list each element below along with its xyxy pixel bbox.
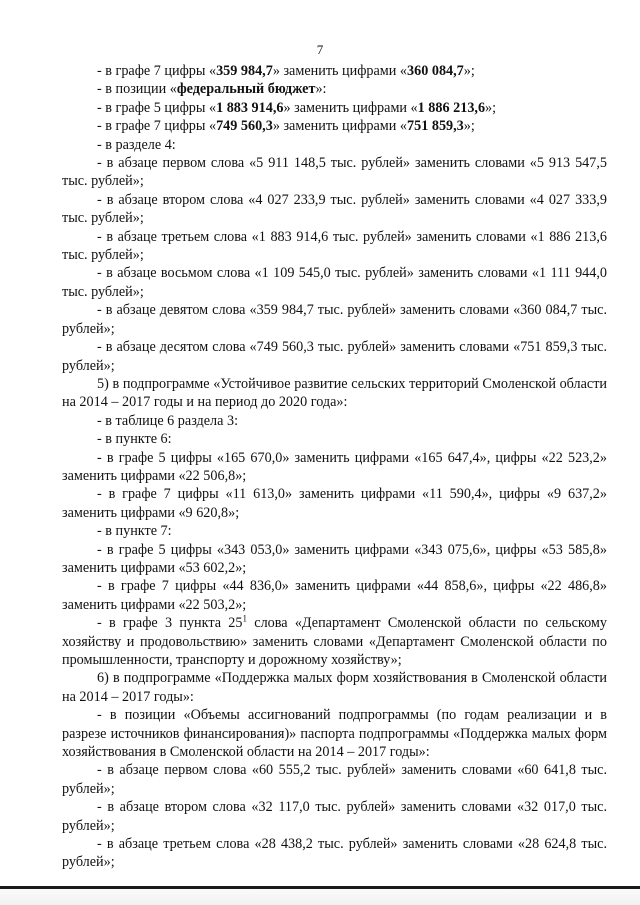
paragraph: - в абзаце первом слова «60 555,2 тыс. рублей» заменить словами «60 641,8 тыс. рублей»; bbox=[62, 762, 607, 797]
paragraph: - в разделе 4: bbox=[97, 136, 176, 153]
paragraph: - в абзаце втором слова «4 027 233,9 тыс. рублей» заменить словами «4 027 333,9 тыс. рублей»; bbox=[62, 191, 607, 227]
paragraph: - в графе 5 цифры «165 670,0» заменить цифрами «165 647,4», цифры «22 523,2» заменить цифрами «22 506,8»; bbox=[62, 449, 607, 484]
paragraph: - в графе 7 цифры «359 984,7» заменить цифрами «360 084,7»; bbox=[97, 63, 475, 79]
paragraph: 6) в подпрограмме «Поддержка малых форм хозяйствования в Смоленской области на 2014 – 2017 годы»: bbox=[62, 670, 607, 705]
paragraph: - в графе 7 цифры «44 836,0» заменить цифрами «44 858,6», цифры «22 486,8» заменить цифрами «22 503,2»; bbox=[62, 578, 607, 613]
paragraph: - в абзаце десятом слова «749 560,3 тыс. рублей» заменить словами «751 859,3 тыс. рублей»; bbox=[62, 339, 607, 374]
document-body bbox=[62, 62, 607, 872]
paragraph: - в абзаце первом слова «5 911 148,5 тыс. рублей» заменить словами «5 913 547,5 тыс. рублей»; bbox=[62, 155, 607, 190]
paragraph: - в графе 7 цифры «749 560,3» заменить цифрами «751 859,3»; bbox=[97, 118, 475, 135]
paragraph: - в графе 3 пункта $25^1$ слова «Департамент Смоленской области по сельскому хозяйству и продовольствию» заменить словами «Департамент Смоленской области по промышленности, транспорту и дорожному хозяйству»; bbox=[62, 613, 608, 668]
paragraph: - в таблице 6 раздела 3: bbox=[97, 412, 239, 429]
paragraph: - в графе 5 цифры «343 053,0» заменить цифрами «343 075,6», цифры «53 585,8» заменить цифрами «53 602,2»; bbox=[62, 541, 607, 576]
paragraph: - в графе 5 цифры «1 883 914,6» заменить цифрами «1 886 213,6»; bbox=[97, 99, 497, 116]
paragraph: - в абзаце восьмом слова «1 109 545,0 тыс. рублей» заменить словами «1 111 944,0 тыс. рублей»; bbox=[62, 265, 607, 300]
paragraph: - в абзаце девятом слова «359 984,7 тыс. рублей» заменить словами «360 084,7 тыс. рублей»; bbox=[62, 302, 607, 337]
scan-margin bbox=[0, 889, 640, 905]
paragraph: - в абзаце третьем слова «28 438,2 тыс. рублей» заменить словами «28 624,8 тыс. рублей»; bbox=[62, 836, 607, 871]
paragraph: - в абзаце втором слова «32 117,0 тыс. рублей» заменить словами «32 017,0 тыс. рублей»; bbox=[62, 799, 607, 834]
paragraph: 5) в подпрограмме «Устойчивое развитие сельских территорий Смоленской области на 2014 – 2017 годы и на период до 2020 года»: bbox=[62, 375, 607, 411]
paragraph: - в пункте 6: bbox=[97, 431, 172, 448]
page-number: 7 bbox=[316, 42, 324, 57]
paragraph: - в позиции «федеральный бюджет»: bbox=[97, 81, 327, 98]
paragraph: - в абзаце третьем слова «1 883 914,6 тыс. рублей» заменить словами «1 886 213,6 тыс. рублей»; bbox=[62, 228, 607, 264]
paragraph: - в пункте 7: bbox=[97, 523, 172, 540]
paragraph: - в графе 7 цифры «11 613,0» заменить цифрами «11 590,4», цифры «9 637,2» заменить цифрами «9 620,8»; bbox=[62, 486, 607, 521]
paragraph: - в позиции «Объемы ассигнований подпрограммы (по годам реализации и в разрезе источников финансирования)» паспорта подпрограммы «Поддержка малых форм хозяйствования в Смоленской области на 2014 – 2017 годы»: bbox=[62, 707, 607, 761]
